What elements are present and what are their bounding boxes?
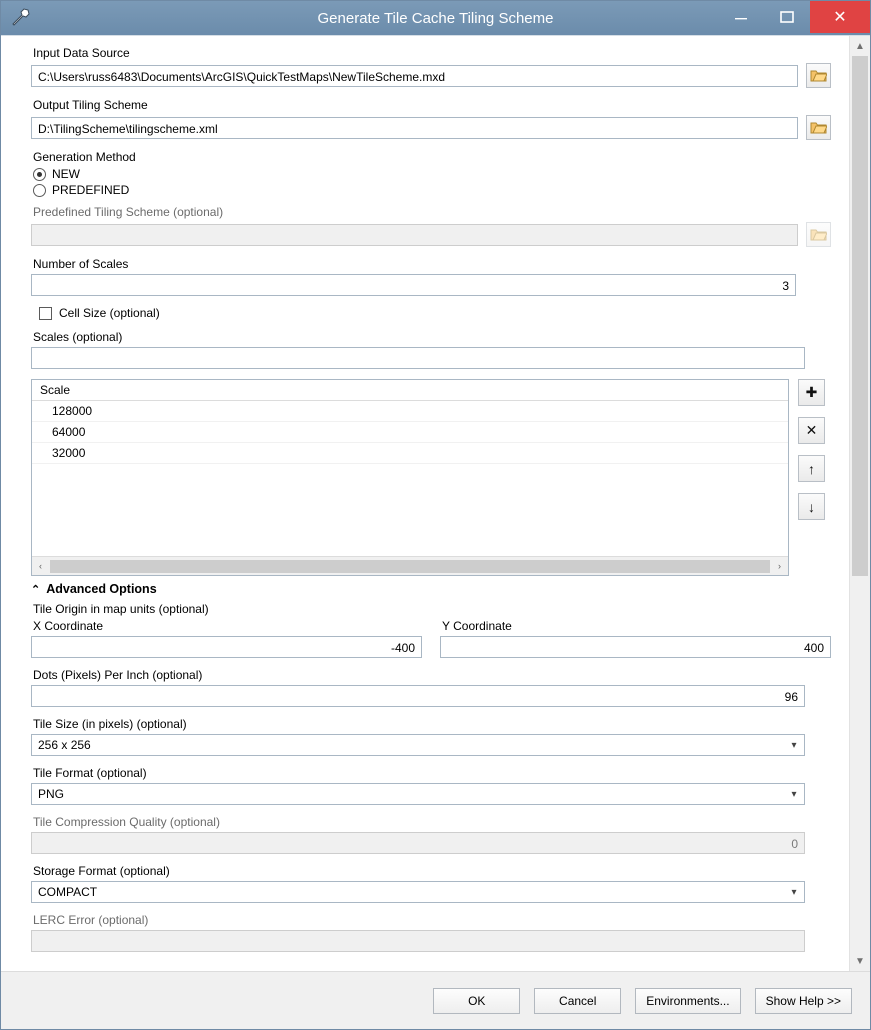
- predefined-tiling-scheme-browse-button[interactable]: [806, 222, 831, 247]
- storage-format-select[interactable]: [31, 881, 805, 903]
- add-scale-button[interactable]: ✚: [798, 379, 825, 406]
- input-data-source-browse-button[interactable]: [806, 63, 831, 88]
- window-title: Generate Tile Cache Tiling Scheme: [317, 9, 554, 27]
- scroll-thumb[interactable]: [852, 56, 868, 576]
- chevron-down-icon: ▾: [791, 788, 797, 800]
- number-of-scales-row: [31, 274, 831, 296]
- tile-format-label: Tile Format (optional): [33, 766, 147, 780]
- tile-compression-quality-input[interactable]: 0: [31, 832, 805, 854]
- window-controls: [718, 1, 870, 35]
- x-coordinate-input[interactable]: -400: [31, 636, 422, 658]
- maximize-button[interactable]: [764, 1, 810, 33]
- output-tiling-scheme-input[interactable]: D:\TilingScheme\tilingscheme.xml: [31, 117, 798, 139]
- scroll-right-icon[interactable]: ›: [778, 561, 781, 571]
- scales-list-buttons: [798, 379, 825, 531]
- input-data-source-row: [31, 63, 831, 88]
- scales-optional-label: Scales (optional): [33, 330, 123, 344]
- tile-compression-quality-label: Tile Compression Quality (optional): [33, 815, 220, 829]
- dialog-body: [1, 35, 870, 1029]
- minimize-button[interactable]: [718, 1, 764, 33]
- environments-button[interactable]: Environments...: [635, 988, 740, 1014]
- predefined-tiling-scheme-label: Predefined Tiling Scheme (optional): [33, 205, 224, 219]
- y-coordinate-col: [440, 619, 831, 658]
- predefined-tiling-scheme-input[interactable]: [31, 224, 798, 246]
- y-coordinate-label: Y Coordinate: [442, 619, 512, 633]
- remove-scale-button[interactable]: ✕: [798, 417, 825, 444]
- scales-list-body: [32, 401, 788, 556]
- generation-method-option-predefined[interactable]: [33, 183, 831, 197]
- scales-optional-input[interactable]: [31, 347, 805, 369]
- number-of-scales-label: Number of Scales: [33, 257, 129, 271]
- cell-size-checkbox[interactable]: [39, 307, 52, 320]
- lerc-error-row: [31, 930, 831, 952]
- cell-size-checkbox-row[interactable]: [39, 306, 831, 320]
- tile-compression-quality-row: [31, 832, 831, 854]
- scales-column-header: Scale: [32, 380, 788, 401]
- title-bar: [1, 1, 870, 35]
- tile-format-value: PNG: [38, 787, 65, 801]
- show-help-button[interactable]: Show Help >>: [755, 988, 852, 1014]
- output-tiling-scheme-row: [31, 115, 831, 140]
- storage-format-label: Storage Format (optional): [33, 864, 170, 878]
- scales-optional-row: [31, 347, 831, 369]
- advanced-options-header[interactable]: [31, 582, 831, 596]
- ok-button[interactable]: OK: [433, 988, 520, 1014]
- dpi-input[interactable]: 96: [31, 685, 805, 707]
- chevron-down-icon: ▾: [791, 739, 797, 751]
- predefined-tiling-scheme-row: [31, 222, 831, 247]
- y-coordinate-input[interactable]: 400: [440, 636, 831, 658]
- lerc-error-input[interactable]: [31, 930, 805, 952]
- tile-format-select[interactable]: [31, 783, 805, 805]
- tool-icon: [7, 5, 33, 31]
- scales-list-area: [31, 379, 831, 576]
- move-up-button[interactable]: ↑: [798, 455, 825, 482]
- dpi-label: Dots (Pixels) Per Inch (optional): [33, 668, 203, 682]
- scroll-up-icon[interactable]: ▲: [850, 36, 870, 56]
- x-coordinate-col: [31, 619, 422, 658]
- generation-method-option-new[interactable]: [33, 167, 831, 181]
- radio-predefined-icon: [33, 184, 46, 197]
- close-button[interactable]: ✕: [810, 1, 870, 33]
- cancel-button[interactable]: Cancel: [534, 988, 621, 1014]
- chevron-down-icon: ▾: [791, 886, 797, 898]
- tile-origin-row: [31, 619, 831, 658]
- advanced-options-label: Advanced Options: [46, 582, 157, 596]
- tile-size-value: 256 x 256: [38, 738, 91, 752]
- content-wrapper: [1, 36, 870, 971]
- dialog-footer: [1, 971, 870, 1029]
- tile-origin-label: Tile Origin in map units (optional): [33, 602, 209, 616]
- table-row[interactable]: 32000: [32, 443, 788, 464]
- output-tiling-scheme-label: Output Tiling Scheme: [33, 98, 148, 112]
- tile-size-label: Tile Size (in pixels) (optional): [33, 717, 187, 731]
- output-tiling-scheme-browse-button[interactable]: [806, 115, 831, 140]
- generation-method-label: Generation Method: [33, 150, 136, 164]
- number-of-scales-input[interactable]: 3: [31, 274, 796, 296]
- table-row[interactable]: 128000: [32, 401, 788, 422]
- form-vertical-scrollbar[interactable]: [849, 36, 870, 971]
- scroll-down-icon[interactable]: ▼: [850, 951, 870, 971]
- move-down-button[interactable]: ↓: [798, 493, 825, 520]
- radio-new-label: NEW: [52, 167, 80, 181]
- scroll-track[interactable]: [850, 56, 870, 951]
- tile-size-select[interactable]: [31, 734, 805, 756]
- scroll-left-icon[interactable]: ‹: [39, 561, 42, 571]
- radio-predefined-label: PREDEFINED: [52, 183, 130, 197]
- input-data-source-label: Input Data Source: [33, 46, 130, 60]
- table-row[interactable]: 64000: [32, 422, 788, 443]
- input-data-source-input[interactable]: C:\Users\russ6483\Documents\ArcGIS\QuickTestMaps\NewTileScheme.mxd: [31, 65, 798, 87]
- scales-horizontal-scrollbar[interactable]: [32, 556, 788, 575]
- cell-size-label: Cell Size (optional): [59, 306, 160, 320]
- chevron-up-icon: ⌃: [31, 583, 41, 596]
- scroll-thumb[interactable]: [50, 560, 770, 573]
- radio-new-icon: [33, 168, 46, 181]
- x-coordinate-label: X Coordinate: [33, 619, 104, 633]
- dpi-row: [31, 685, 831, 707]
- scales-listbox[interactable]: [31, 379, 789, 576]
- lerc-error-label: LERC Error (optional): [33, 913, 149, 927]
- parameters-form: [1, 36, 849, 971]
- storage-format-value: COMPACT: [38, 885, 98, 899]
